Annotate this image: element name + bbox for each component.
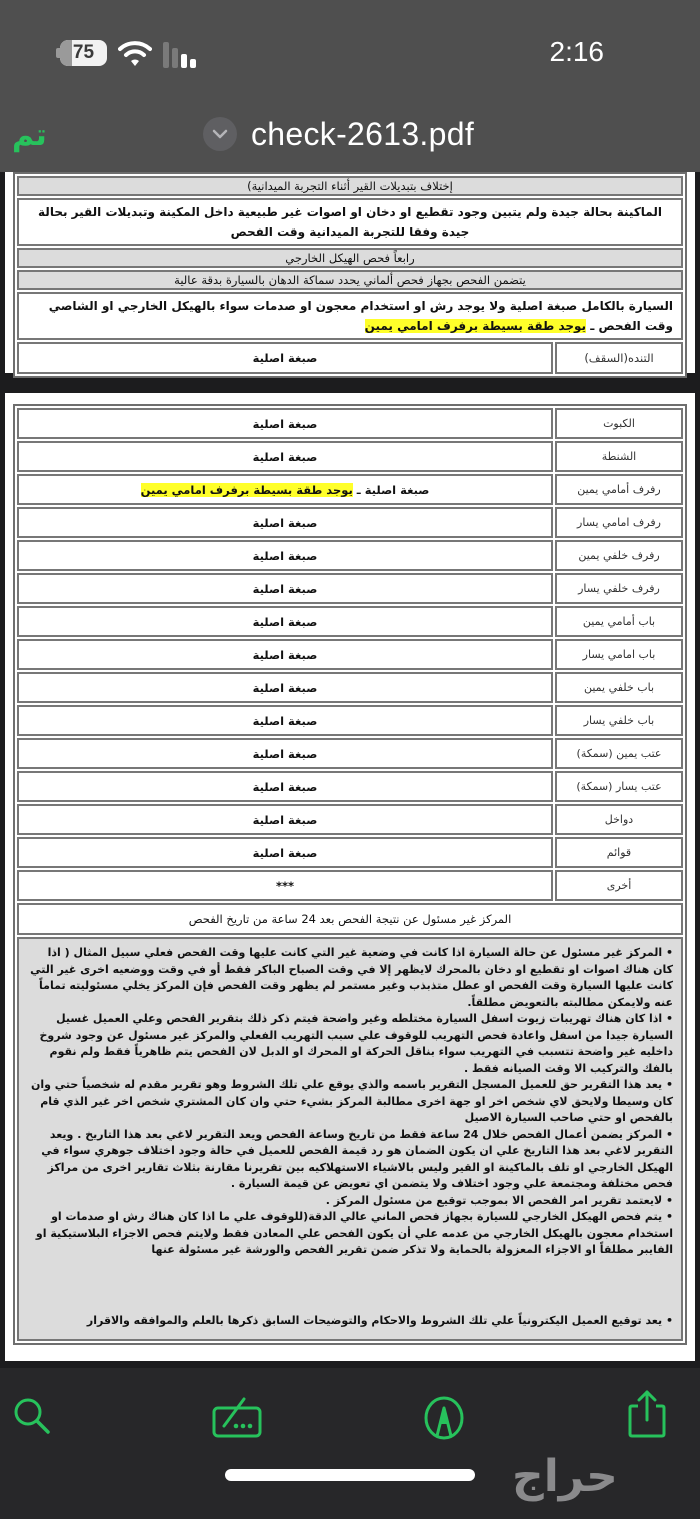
table-row [17, 248, 683, 268]
part-label: قوائم [555, 837, 683, 868]
part-value: صبغة اصلية [17, 639, 553, 670]
part-label: رفرف امامي يسار [555, 507, 683, 538]
part-label: أخرى [555, 870, 683, 901]
term-item: • يعد هذا التقرير حق للعميل المسجل التقرير باسمه والذي يوقع علي تلك الشروط وهو تقرير مقدم له شخصياً حتي وان كان وسيطا ولايحق لاي شخص اخر او جهة اخرى مطالبة المركز بشيء حتي وان كان المشتري شخص اخر غير الذي قام بالفحص او حتي صاحب السيارة الاصيل [30, 1078, 673, 1124]
chevron-down-icon [212, 127, 228, 141]
part-label: دواخل [555, 804, 683, 835]
cellular-signal-icon [163, 42, 203, 68]
section-title: رابعاً فحص الهيكل الخارجي [17, 248, 683, 268]
table-row [17, 738, 683, 769]
part-value: صبغة اصلية [17, 540, 553, 571]
table-row [17, 870, 683, 901]
table-row [17, 198, 683, 246]
table-row [17, 176, 683, 196]
wifi-icon [118, 38, 152, 68]
part-label: باب خلفي يسار [555, 705, 683, 736]
table-row [17, 606, 683, 637]
part-value: صبغة اصلية [17, 804, 553, 835]
engine-summary: الماكينة بحالة جيدة ولم يتبين وجود تقطيع او دخان او اصوات غير طبيعية داخل المكينة وتبديلات القير بحالة جيدة وفقا للتجربة الميدانية وقت الفحص [17, 198, 683, 246]
part-value: صبغة اصلية [17, 771, 553, 802]
part-value: صبغة اصلية [17, 441, 553, 472]
terms-and-conditions [17, 937, 683, 1341]
part-value: صبغة اصلية [17, 672, 553, 703]
table-row [17, 507, 683, 538]
term-item: • المركز غير مسئول عن حالة السيارة اذا كانت في وضعية غير التي كانت عليها وقت الفحص فعلي سبيل المثال ( اذا كان هناك اصوات او تقطيع او دخان بالمحرك لايظهر إلا في وقت الصباح الباكر فقط أو في وقت ووضعيه اخرى غير التي كانت عليها السيارة وقت الفحص او عطل متذبذب وغير مستمر لم يظهر وقت الفحص فإن المركز يخلي مسئوليته تماماً عنه ولايمكن مطالبته بالتعويض مطلقاً. [30, 946, 673, 1009]
part-value: صبغة اصلية [17, 738, 553, 769]
table-row [17, 804, 683, 835]
roof-label: التنده(السقف) [555, 342, 683, 374]
status-bar [0, 0, 700, 100]
part-value: صبغة اصلية [17, 606, 553, 637]
part-label: رفرف خلفي يسار [555, 573, 683, 604]
part-label: الكبوت [555, 408, 683, 439]
nav-bar [0, 100, 700, 172]
signature-icon[interactable] [212, 1396, 264, 1440]
engine-exterior-table [13, 172, 687, 378]
document-title: check-2613.pdf [251, 116, 475, 152]
disclaimer: المركز غير مسئول عن نتيجة الفحص بعد 24 ساعة من تاريخ الفحص [17, 903, 683, 935]
table-row [17, 672, 683, 703]
battery-level: 75 [72, 42, 95, 63]
term-item: • يتم فحص الهيكل الخارجي للسيارة بجهاز فحص الماني عالي الدقة(للوقوف علي ما اذا كان هناك رش او صدمات او استخدام معجون بالهيكل الخارجي من عدمه علي أن يكون الفحص علي المعادن فقط ولايتم فحص الاجزاء البلاستيكية او الفايبر مطلقاً او الاجزاء المعزولة بالحماية ولا تذكر ضمن تقرير الفحص والورشة غير مسئولة عنها [35, 1210, 673, 1256]
table-row [17, 474, 683, 505]
exterior-summary-highlight: يوجد طقة بسيطة برفرف امامي يمين [364, 319, 587, 333]
gear-note-row: إختلاف بتبديلات القير أثناء التجربة الميدانية) [17, 176, 683, 196]
part-label: عتب يمين (سمكة) [555, 738, 683, 769]
part-value: صبغة اصلية [17, 507, 553, 538]
part-label: باب امامي يسار [555, 639, 683, 670]
search-icon[interactable] [12, 1396, 52, 1436]
battery-icon [60, 40, 107, 66]
term-item: • المركز يضمن أعمال الفحص خلال 24 ساعة فقط من تاريخ وساعة الفحص ويعد التقرير لاغي بعد هذا التاريخ . ويعد التقرير لاغي بعد هذا التاريخ علي ان يكون الضمان هو رد قيمة الفحص للعميل في حالة وجود اختلاف جوهري سواء في الهيكل الخارجي او تلف بالماكينة او القير وليس بالاشياء الاستهلاكيه بين تقريرنا مقارنة بثلاث تقارير اخرى من مراكز فحص مختلفة ومجتمعة علي وجود اختلاف ولا يتضمن اي تعويض عن قيمة السيارة . [41, 1127, 673, 1190]
pdf-page-2 [5, 393, 695, 1361]
part-value [17, 474, 553, 505]
top-chrome [0, 0, 700, 172]
part-value: صبغة اصلية [17, 408, 553, 439]
term-item: • لايعتمد تقرير امر الفحص الا بموجب توقيع من مسئول المركز . [325, 1193, 673, 1207]
watermark-logo: حراج [512, 1451, 618, 1502]
home-indicator[interactable] [225, 1469, 475, 1481]
part-value-text: صبغة اصلية ـ [352, 482, 430, 497]
table-row [17, 540, 683, 571]
roof-value: صبغة اصلية [17, 342, 553, 374]
table-row [17, 573, 683, 604]
part-label: باب خلفي يمين [555, 672, 683, 703]
share-icon[interactable] [626, 1388, 668, 1440]
part-label: باب أمامي يمين [555, 606, 683, 637]
part-value: صبغة اصلية [17, 573, 553, 604]
part-label: رفرف خلفي يمين [555, 540, 683, 571]
final-term: • يعد توقيع العميل اليكترونياً علي تلك الشروط والاحكام والتوضيحات السابق ذكرها بالعلم والموافقه والاقرار [86, 1313, 673, 1327]
table-row [17, 408, 683, 439]
done-button[interactable]: تم [12, 118, 47, 153]
file-menu-button[interactable] [203, 117, 237, 151]
part-value-highlight: يوجد طقة بسيطة برفرف امامي يمين [140, 482, 353, 497]
term-item: • اذا كان هناك تهريبات زيوت اسفل السيارة مختلطه وغير واضحة فيتم ذكر ذلك بتقرير الفحص وعلي العميل غسيل السيارة جيدا من اسفل واعادة فحص التهريب للوقوف علي سبب التهريب الفعلي والمركز غير مسئول عن وجود شروخ داخليه غير واضحة تتسبب في التهريب سواء بناقل الحركة او المحرك او الدبل لان الفحص يتم ظاهرياً فقط ولم نقوم بالفك والتركيب الا وقت الصيانه فقط . [39, 1012, 673, 1075]
body-parts-table [13, 404, 687, 1345]
exterior-summary [17, 292, 683, 340]
table-row [17, 292, 683, 340]
table-row [17, 639, 683, 670]
table-row [17, 342, 683, 374]
part-value: صبغة اصلية [17, 705, 553, 736]
markup-pen-icon[interactable] [423, 1396, 465, 1440]
table-row [17, 705, 683, 736]
exterior-summary-text: السيارة بالكامل صبغة اصلية ولا يوجد رش او استخدام معجون او صدمات سواء بالهيكل الخارجي او الشاصي وقت الفحص ـ [48, 299, 673, 333]
clock: 2:16 [549, 36, 604, 67]
part-label: عتب يسار (سمكة) [555, 771, 683, 802]
pdf-viewer[interactable] [0, 172, 700, 1368]
table-row [17, 903, 683, 935]
table-row [17, 270, 683, 290]
table-row [17, 937, 683, 1341]
section-description: يتضمن الفحص بجهاز فحص ألماني يحدد سماكة الدهان بالسيارة بدقة عالية [17, 270, 683, 290]
part-value: *** [17, 870, 553, 901]
pdf-page-1 [5, 172, 695, 373]
table-row [17, 441, 683, 472]
table-row [17, 837, 683, 868]
part-value: صبغة اصلية [17, 837, 553, 868]
table-row [17, 771, 683, 802]
part-label: رفرف أمامي يمين [555, 474, 683, 505]
part-label: الشنطة [555, 441, 683, 472]
